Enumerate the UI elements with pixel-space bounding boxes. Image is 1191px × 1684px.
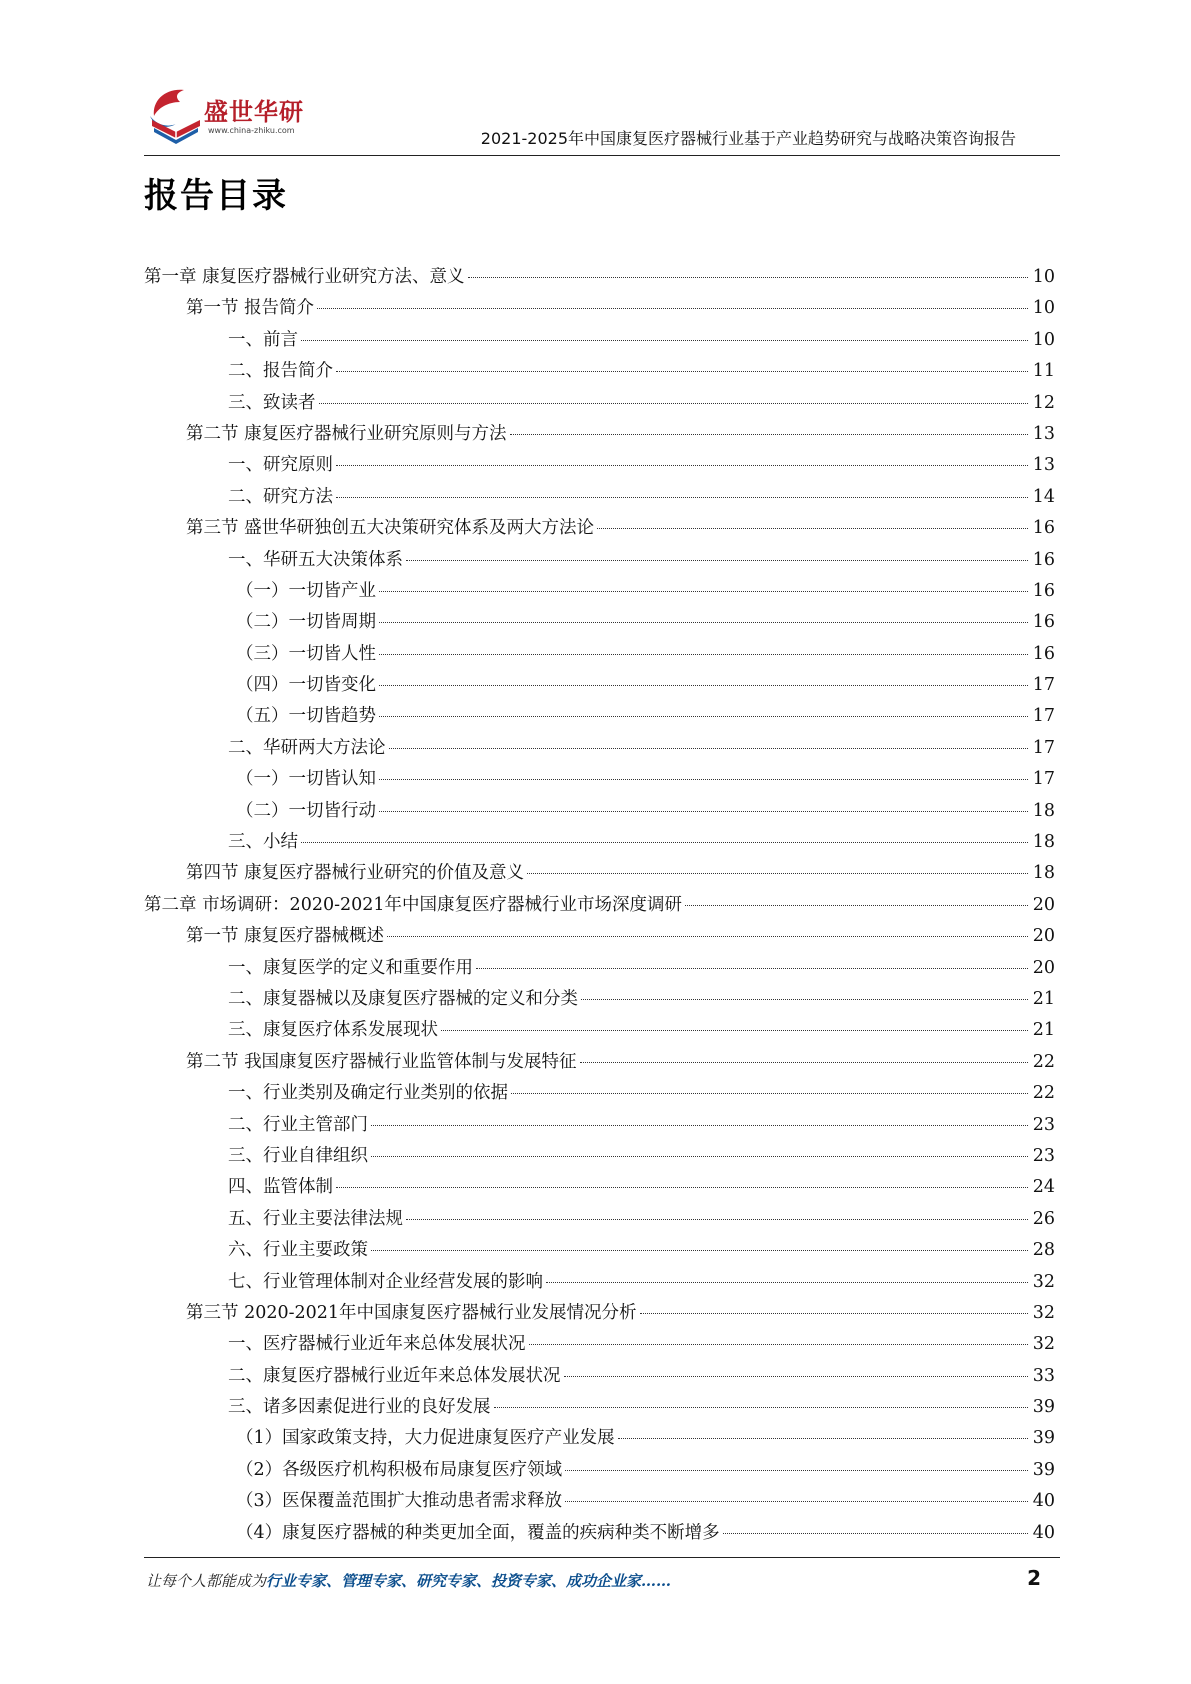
toc-entry-title: 二、研究方法 xyxy=(228,486,333,507)
toc-entry-page: 10 xyxy=(1032,298,1055,319)
logo-url: www.china-zhiku.com xyxy=(208,126,295,135)
dot-leader xyxy=(529,1344,1029,1345)
toc-entry-page: 16 xyxy=(1032,612,1055,633)
toc-entry-title: （三）一切皆人性 xyxy=(236,643,376,664)
toc-entry-title: 第一章 康复医疗器械行业研究方法、意义 xyxy=(144,267,465,287)
toc-entry-title: 一、前言 xyxy=(228,329,298,350)
toc-entry-title: 第三节 盛世华研独创五大决策研究体系及两大方法论 xyxy=(186,518,595,539)
toc-entry-title: （二）一切皆行动 xyxy=(236,800,376,821)
toc-entry-page: 32 xyxy=(1032,1302,1055,1323)
toc-entry-title: 四、监管体制 xyxy=(228,1177,333,1198)
toc-entry-page: 17 xyxy=(1032,769,1055,790)
toc-entry-title: 一、康复医学的定义和重要作用 xyxy=(228,957,473,978)
toc-entry[interactable] xyxy=(144,764,1055,795)
dot-leader xyxy=(317,308,1028,309)
toc-entry-page: 22 xyxy=(1032,1051,1055,1072)
dot-leader xyxy=(379,811,1028,812)
toc-entry-page: 10 xyxy=(1032,329,1055,350)
toc-entry-page: 20 xyxy=(1032,894,1055,915)
toc-entry-page: 18 xyxy=(1032,800,1055,821)
toc-entry-page: 12 xyxy=(1032,392,1055,413)
dot-leader xyxy=(319,403,1029,404)
toc-entry-title: （4）康复医疗器械的种类更加全面，覆盖的疾病种类不断增多 xyxy=(236,1522,720,1543)
toc-entry-title: （一）一切皆认知 xyxy=(236,769,376,790)
page-heading: 报告目录 xyxy=(144,176,288,216)
dot-leader xyxy=(406,560,1028,561)
toc-entry-title: 第一节 报告简介 xyxy=(186,298,315,319)
toc-entry-page: 16 xyxy=(1032,580,1055,601)
dot-leader xyxy=(564,1376,1029,1377)
toc-entry-page: 24 xyxy=(1032,1177,1055,1198)
toc-entry-title: 三、行业自律组织 xyxy=(228,1145,368,1166)
dot-leader xyxy=(387,936,1028,937)
toc-entry[interactable] xyxy=(144,293,1055,324)
toc-entry-title: 七、行业管理体制对企业经营发展的影响 xyxy=(228,1271,543,1292)
dot-leader xyxy=(379,685,1028,686)
dot-leader xyxy=(371,1156,1028,1157)
toc-entry-page: 28 xyxy=(1032,1240,1055,1261)
toc-entry-title: 一、行业类别及确定行业类别的依据 xyxy=(228,1083,508,1104)
toc-entry[interactable] xyxy=(144,1455,1055,1486)
toc-entry[interactable] xyxy=(144,984,1055,1015)
dot-leader xyxy=(597,528,1028,529)
toc-entry-page: 32 xyxy=(1032,1334,1055,1355)
toc-entry[interactable] xyxy=(144,733,1055,764)
toc-entry-title: 五、行业主要法律法规 xyxy=(228,1208,403,1229)
toc-entry-page: 11 xyxy=(1032,361,1055,382)
toc-entry-title: （二）一切皆周期 xyxy=(236,612,376,633)
toc-entry-page: 39 xyxy=(1032,1397,1055,1418)
toc-entry-page: 10 xyxy=(1032,267,1055,287)
toc-entry-title: 六、行业主要政策 xyxy=(228,1240,368,1261)
toc-entry[interactable] xyxy=(144,890,1055,921)
toc-entry-title: 三、小结 xyxy=(228,832,298,853)
page-header xyxy=(144,82,1060,156)
toc-entry[interactable] xyxy=(144,1392,1055,1423)
toc-entry[interactable] xyxy=(144,670,1055,701)
toc-entry-page: 39 xyxy=(1032,1428,1055,1449)
toc-entry-title: （2）各级医疗机构积极布局康复医疗领域 xyxy=(236,1459,563,1480)
toc-entry-title: 第三节 2020-2021年中国康复医疗器械行业发展情况分析 xyxy=(186,1302,637,1323)
dot-leader xyxy=(685,905,1028,906)
toc-entry-title: 一、医疗器械行业近年来总体发展状况 xyxy=(228,1334,526,1355)
toc-entry-title: 二、行业主管部门 xyxy=(228,1114,368,1135)
toc-entry[interactable] xyxy=(144,1078,1055,1109)
toc-entry-title: （五）一切皆趋势 xyxy=(236,706,376,727)
dot-leader xyxy=(565,1501,1028,1502)
dot-leader xyxy=(336,371,1028,372)
toc-entry[interactable] xyxy=(144,545,1055,576)
toc-entry[interactable] xyxy=(144,419,1055,450)
dot-leader xyxy=(336,465,1028,466)
toc-entry[interactable] xyxy=(144,482,1055,513)
dot-leader xyxy=(379,591,1028,592)
toc-entry[interactable] xyxy=(144,450,1055,481)
toc-entry-page: 33 xyxy=(1032,1365,1055,1386)
toc-entry[interactable] xyxy=(144,921,1055,952)
dot-leader xyxy=(379,622,1028,623)
dot-leader xyxy=(371,1125,1028,1126)
toc-entry-page: 23 xyxy=(1032,1114,1055,1135)
toc-entry[interactable] xyxy=(144,576,1055,607)
toc-entry[interactable] xyxy=(144,858,1055,889)
dot-leader xyxy=(336,497,1028,498)
toc-entry-title: 第二节 康复医疗器械行业研究原则与方法 xyxy=(186,423,507,444)
toc-entry-title: （1）国家政策支持，大力促进康复医疗产业发展 xyxy=(236,1428,615,1449)
dot-leader xyxy=(527,873,1028,874)
toc-entry[interactable] xyxy=(144,1047,1055,1078)
toc-entry[interactable] xyxy=(144,1015,1055,1046)
toc-entry[interactable] xyxy=(144,796,1055,827)
dot-leader xyxy=(468,277,1028,278)
dot-leader xyxy=(511,1093,1028,1094)
toc-entry[interactable] xyxy=(144,1204,1055,1235)
logo-wordmark: 盛世华研 xyxy=(204,98,304,126)
toc-entry-title: 二、华研两大方法论 xyxy=(228,737,386,758)
dot-leader xyxy=(476,968,1028,969)
toc-entry-page: 13 xyxy=(1032,455,1055,476)
dot-leader xyxy=(379,654,1028,655)
toc-entry-page: 32 xyxy=(1032,1271,1055,1292)
toc-entry[interactable] xyxy=(144,1486,1055,1517)
toc-entry-page: 26 xyxy=(1032,1208,1055,1229)
toc-entry-title: （四）一切皆变化 xyxy=(236,675,376,696)
toc-entry[interactable] xyxy=(144,513,1055,544)
page-number: 2 xyxy=(1027,1566,1041,1590)
dot-leader xyxy=(336,1187,1028,1188)
toc-entry-title: （3）医保覆盖范围扩大推动患者需求释放 xyxy=(236,1491,563,1512)
toc-entry[interactable] xyxy=(144,388,1055,419)
toc-entry-page: 21 xyxy=(1032,1020,1055,1041)
toc-entry-title: 一、研究原则 xyxy=(228,455,333,476)
toc-entry[interactable] xyxy=(144,701,1055,732)
dot-leader xyxy=(379,779,1028,780)
footer-divider xyxy=(144,1557,1060,1558)
toc-entry[interactable] xyxy=(144,325,1055,356)
dot-leader xyxy=(580,1062,1028,1063)
toc-entry[interactable] xyxy=(144,607,1055,638)
toc-entry-page: 39 xyxy=(1032,1459,1055,1480)
toc-entry-page: 16 xyxy=(1032,518,1055,539)
toc-entry-title: 二、康复医疗器械行业近年来总体发展状况 xyxy=(228,1365,561,1386)
toc-entry-page: 17 xyxy=(1032,737,1055,758)
toc-entry-page: 17 xyxy=(1032,706,1055,727)
toc-entry-page: 17 xyxy=(1032,675,1055,696)
toc-entry-title: 第二节 我国康复医疗器械行业监管体制与发展特征 xyxy=(186,1051,577,1072)
dot-leader xyxy=(494,1407,1029,1408)
toc-entry[interactable] xyxy=(144,1361,1055,1392)
slogan-prefix: 让每个人都能成为 xyxy=(146,1572,267,1590)
toc-entry-title: 一、华研五大决策体系 xyxy=(228,549,403,570)
toc-entry-page: 40 xyxy=(1032,1522,1055,1543)
dot-leader xyxy=(546,1282,1028,1283)
toc-entry[interactable] xyxy=(144,1329,1055,1360)
toc-entry-title: 三、诸多因素促进行业的良好发展 xyxy=(228,1397,491,1418)
dot-leader xyxy=(406,1219,1028,1220)
report-title: 2021-2025年中国康复医疗器械行业基于产业趋势研究与战略决策咨询报告 xyxy=(480,129,1016,148)
toc-entry[interactable] xyxy=(144,1172,1055,1203)
dot-leader xyxy=(565,1470,1028,1471)
toc-entry-title: 第一节 康复医疗器械概述 xyxy=(186,926,385,947)
toc-entry-page: 18 xyxy=(1032,832,1055,853)
toc-entry-page: 23 xyxy=(1032,1145,1055,1166)
dot-leader xyxy=(301,340,1028,341)
toc-entry-title: （一）一切皆产业 xyxy=(236,580,376,601)
toc-entry[interactable] xyxy=(144,639,1055,670)
toc-entry[interactable] xyxy=(144,1267,1055,1298)
dot-leader xyxy=(389,748,1029,749)
table-of-contents xyxy=(144,262,1055,1549)
dot-leader xyxy=(640,1313,1028,1314)
toc-entry-page: 13 xyxy=(1032,423,1055,444)
dot-leader xyxy=(618,1438,1028,1439)
book-logo-icon xyxy=(144,86,208,148)
toc-entry-title: 二、报告简介 xyxy=(228,361,333,382)
dot-leader xyxy=(371,1250,1028,1251)
toc-entry[interactable] xyxy=(144,1235,1055,1266)
footer-slogan xyxy=(146,1570,671,1591)
dot-leader xyxy=(723,1533,1028,1534)
toc-entry-title: 第四节 康复医疗器械行业研究的价值及意义 xyxy=(186,863,525,884)
toc-entry[interactable] xyxy=(144,262,1055,293)
toc-entry-title: 二、康复器械以及康复医疗器械的定义和分类 xyxy=(228,988,578,1009)
toc-entry-page: 20 xyxy=(1032,957,1055,978)
toc-entry[interactable] xyxy=(144,827,1055,858)
toc-entry[interactable] xyxy=(144,1141,1055,1172)
toc-entry-page: 22 xyxy=(1032,1083,1055,1104)
toc-entry-title: 第二章 市场调研：2020-2021年中国康复医疗器械行业市场深度调研 xyxy=(144,894,683,915)
toc-entry[interactable] xyxy=(144,1298,1055,1329)
toc-entry-title: 三、康复医疗体系发展现状 xyxy=(228,1020,438,1041)
toc-entry-title: 三、致读者 xyxy=(228,392,316,413)
toc-entry[interactable] xyxy=(144,356,1055,387)
toc-entry-page: 20 xyxy=(1032,926,1055,947)
toc-entry-page: 14 xyxy=(1032,486,1055,507)
dot-leader xyxy=(441,1030,1028,1031)
brand-logo xyxy=(144,86,314,148)
toc-entry-page: 16 xyxy=(1032,643,1055,664)
toc-entry[interactable] xyxy=(144,1110,1055,1141)
dot-leader xyxy=(379,716,1028,717)
toc-entry[interactable] xyxy=(144,1518,1055,1549)
toc-entry-page: 16 xyxy=(1032,549,1055,570)
dot-leader xyxy=(301,842,1028,843)
toc-entry-page: 40 xyxy=(1032,1491,1055,1512)
toc-entry[interactable] xyxy=(144,1423,1055,1454)
slogan-highlight: 行业专家、管理专家、研究专家、投资专家、成功企业家…… xyxy=(266,1572,672,1590)
toc-entry-page: 18 xyxy=(1032,863,1055,884)
toc-entry-page: 21 xyxy=(1032,988,1055,1009)
dot-leader xyxy=(510,434,1028,435)
header-divider xyxy=(144,155,1060,156)
dot-leader xyxy=(581,999,1028,1000)
toc-entry[interactable] xyxy=(144,953,1055,984)
